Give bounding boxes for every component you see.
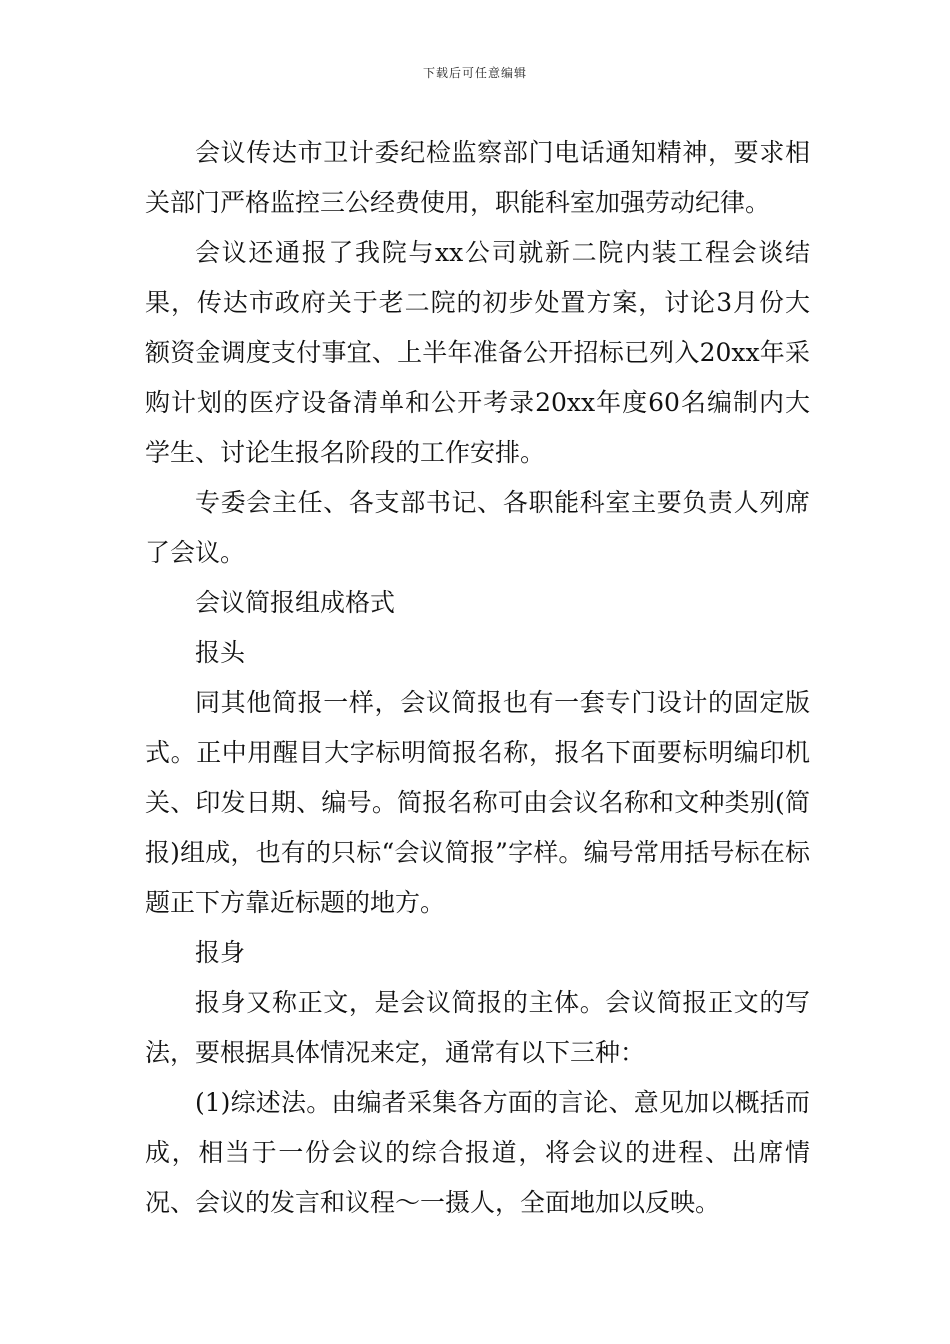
paragraph-body-intro: 报身又称正文，是会议简报的主体。会议简报正文的写法，要根据具体情况来定，通常有以下三种：: [145, 988, 810, 1067]
document-body: [145, 128, 810, 1228]
paragraph-attendees: 专委会主任、各支部书记、各职能科室主要负责人列席了会议。: [145, 488, 810, 567]
paragraph-meeting-notice: 会议传达市卫计委纪检监察部门电话通知精神，要求相关部门严格监控三公经费使用，职能科室加强劳动纪律。: [145, 138, 810, 217]
section-heading-masthead: 报头: [195, 638, 246, 667]
section-heading-format: 会议简报组成格式: [195, 588, 396, 617]
paragraph-meeting-report: 会议还通报了我院与xx公司就新二院内装工程会谈结果，传达市政府关于老二院的初步处置方案，讨论3月份大额资金调度支付事宜、上半年准备公开招标已列入20xx年采购计划的医疗设备清单和公开考录20xx年度60名编制内大学生、讨论生报名阶段的工作安排。: [145, 238, 810, 467]
paragraph-masthead: 同其他简报一样，会议简报也有一套专门设计的固定版式。正中用醒目大字标明简报名称，报名下面要标明编印机关、印发日期、编号。简报名称可由会议名称和文种类别(简报)组成，也有的只标“会议简报”字样。编号常用括号标在标题正下方靠近标题的地方。: [145, 688, 810, 917]
paragraph-summary-method: (1)综述法。由编者采集各方面的言论、意见加以概括而成，相当于一份会议的综合报道，将会议的进程、出席情况、会议的发言和议程～一摄人，全面地加以反映。: [145, 1088, 810, 1217]
page-header: 下载后可任意编辑: [422, 66, 527, 80]
section-heading-body: 报身: [195, 938, 246, 967]
